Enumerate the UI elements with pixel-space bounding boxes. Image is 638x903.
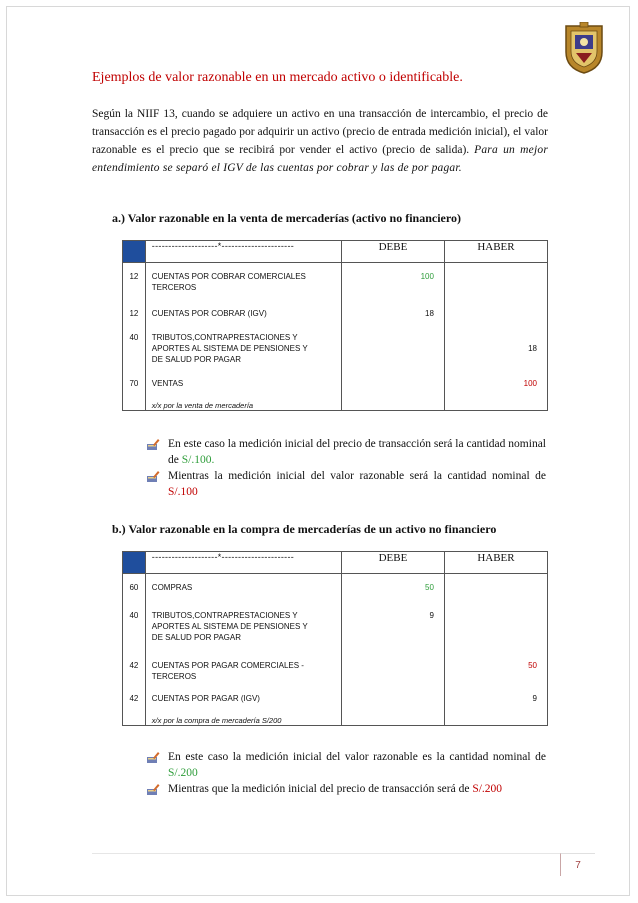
debe-amount: 100 (420, 272, 434, 281)
page-title: Ejemplos de valor razonable en un mercado activo o identificable. (92, 70, 463, 85)
account-code: 60 (129, 583, 139, 592)
account-name: CUENTAS POR PAGAR (IGV) (151, 694, 260, 703)
amount-highlight: S/.100 (168, 486, 198, 498)
account-code: 42 (129, 694, 139, 703)
header-dashes: --------------------*---------------------- (145, 241, 341, 263)
ledger-row-cell (445, 652, 547, 685)
ledger-row-cell (123, 574, 145, 602)
ledger-row-cell (152, 263, 341, 300)
entry-note: x/x por la compra de mercadería S/200 (151, 716, 282, 725)
haber-column (444, 263, 547, 411)
haber-amount: 100 (523, 379, 537, 388)
bullet-item: En este caso la medición inicial del precio de transacción será la cantidad nominal de S/.100. (146, 436, 546, 468)
haber-column (444, 574, 547, 726)
ledger-row-cell (342, 652, 444, 685)
amount-highlight: S/.200 (472, 783, 503, 795)
code-column (123, 263, 146, 411)
page-number: 7 (560, 853, 595, 876)
account-name: VENTAS (151, 379, 184, 388)
bullet-item: Mientras que la medición inicial del precio de transacción será de S/.200 (146, 781, 546, 801)
book-pencil-icon (146, 749, 168, 781)
ledger-row-cell (342, 263, 444, 300)
bullet-item: En este caso la medición inicial del valor razonable es la cantidad nominal de S/.200 (146, 749, 546, 781)
ledger-table-sale (122, 240, 548, 411)
ledger-row-cell (445, 324, 547, 370)
ledger-row-cell (342, 370, 444, 410)
haber-amount: 18 (528, 344, 537, 353)
ledger-row-cell (445, 370, 547, 410)
account-code: 42 (129, 661, 139, 670)
book-pencil-icon (146, 781, 168, 801)
code-column (123, 574, 146, 726)
ledger-row-cell (123, 324, 145, 370)
header-blue-cell (123, 241, 146, 263)
ledger-row-cell (152, 300, 341, 324)
haber-amount: 9 (532, 694, 537, 703)
debe-column (342, 263, 445, 411)
section-b-heading: b.) Valor razonable en la compra de mercaderías de un activo no financiero (112, 522, 497, 536)
ledger-row-cell (342, 602, 444, 652)
account-name: TRIBUTOS,CONTRAPRESTACIONES Y (151, 333, 298, 342)
header-debe: DEBE (342, 552, 445, 574)
ledger-row-cell (152, 602, 341, 652)
debe-amount: 50 (425, 583, 434, 592)
account-name: CUENTAS POR COBRAR (IGV) (151, 309, 267, 318)
debe-amount: 9 (429, 611, 434, 620)
account-code: 40 (129, 611, 139, 620)
account-name: TERCEROS (151, 672, 197, 681)
ledger-row-cell (445, 263, 547, 300)
ledger-row-cell (152, 324, 341, 370)
account-code: 12 (129, 309, 139, 318)
ledger-row-cell (152, 685, 341, 725)
ledger-table-purchase (122, 551, 548, 726)
section-a-bullets (146, 436, 546, 500)
ledger-row-cell (123, 300, 145, 324)
account-code: 12 (129, 272, 139, 281)
account-name: APORTES AL SISTEMA DE PENSIONES Y (151, 344, 308, 353)
ledger-row-cell (445, 574, 547, 602)
description-column (145, 263, 341, 411)
account-code: 70 (129, 379, 139, 388)
account-name: CUENTAS POR PAGAR COMERCIALES - (151, 661, 304, 670)
header-debe: DEBE (342, 241, 445, 263)
account-name: APORTES AL SISTEMA DE PENSIONES Y (151, 622, 308, 631)
ledger-row-cell (445, 602, 547, 652)
ledger-row-cell (342, 574, 444, 602)
account-name: TRIBUTOS,CONTRAPRESTACIONES Y (151, 611, 298, 620)
ledger-body (123, 574, 548, 726)
header-dashes: --------------------*---------------------- (145, 552, 341, 574)
ledger-row-cell (152, 652, 341, 685)
ledger-row-cell (123, 602, 145, 652)
debe-amount: 18 (425, 309, 434, 318)
ledger-row-cell (342, 324, 444, 370)
section-a-heading: a.) Valor razonable en la venta de mercaderías (activo no financiero) (112, 211, 461, 225)
ledger-row-cell (342, 300, 444, 324)
bullet-item: Mientras la medición inicial del valor razonable será la cantidad nominal de S/.100 (146, 468, 546, 500)
intro-paragraph: Según la NIIF 13, cuando se adquiere un activo en una transacción de intercambio, el precio de transacción es el precio pagado por adquirir un activo (precio de entrada medición inicial), el valor razonable es el precio que se recibirá por vender el activo (precio de salida). Para un mejor entendimiento se separó el IGV de las cuentas por cobrar y las de por pagar. (92, 108, 548, 174)
ledger-header (123, 241, 548, 263)
ledger-row-cell (152, 370, 341, 410)
ledger-row-cell (445, 300, 547, 324)
haber-amount: 50 (528, 661, 537, 670)
book-pencil-icon (146, 468, 168, 500)
ledger-row-cell (123, 263, 145, 300)
ledger-row-cell (445, 685, 547, 725)
debe-column (342, 574, 445, 726)
ledger-row-cell (123, 685, 145, 725)
entry-note: x/x por la venta de mercadería (151, 401, 254, 410)
header-haber: HABER (444, 552, 547, 574)
ledger-row-cell (152, 574, 341, 602)
account-name: CUENTAS POR COBRAR COMERCIALES (151, 272, 306, 281)
ledger-row-cell (123, 370, 145, 410)
amount-highlight: S/.100. (181, 454, 215, 466)
account-name: COMPRAS (151, 583, 193, 592)
amount-highlight: S/.200 (168, 767, 198, 779)
header-haber: HABER (444, 241, 547, 263)
ledger-header (123, 552, 548, 574)
account-name: DE SALUD POR PAGAR (151, 355, 242, 364)
header-blue-cell (123, 552, 146, 574)
account-code: 40 (129, 333, 139, 342)
book-pencil-icon (146, 436, 168, 468)
footer-divider (92, 853, 560, 854)
account-name: TERCEROS (151, 283, 197, 292)
ledger-row-cell (123, 652, 145, 685)
description-column (145, 574, 341, 726)
account-name: DE SALUD POR PAGAR (151, 633, 242, 642)
ledger-body (123, 263, 548, 411)
ledger-row-cell (342, 685, 444, 725)
section-b-bullets (146, 749, 546, 801)
university-crest-icon (563, 22, 605, 74)
